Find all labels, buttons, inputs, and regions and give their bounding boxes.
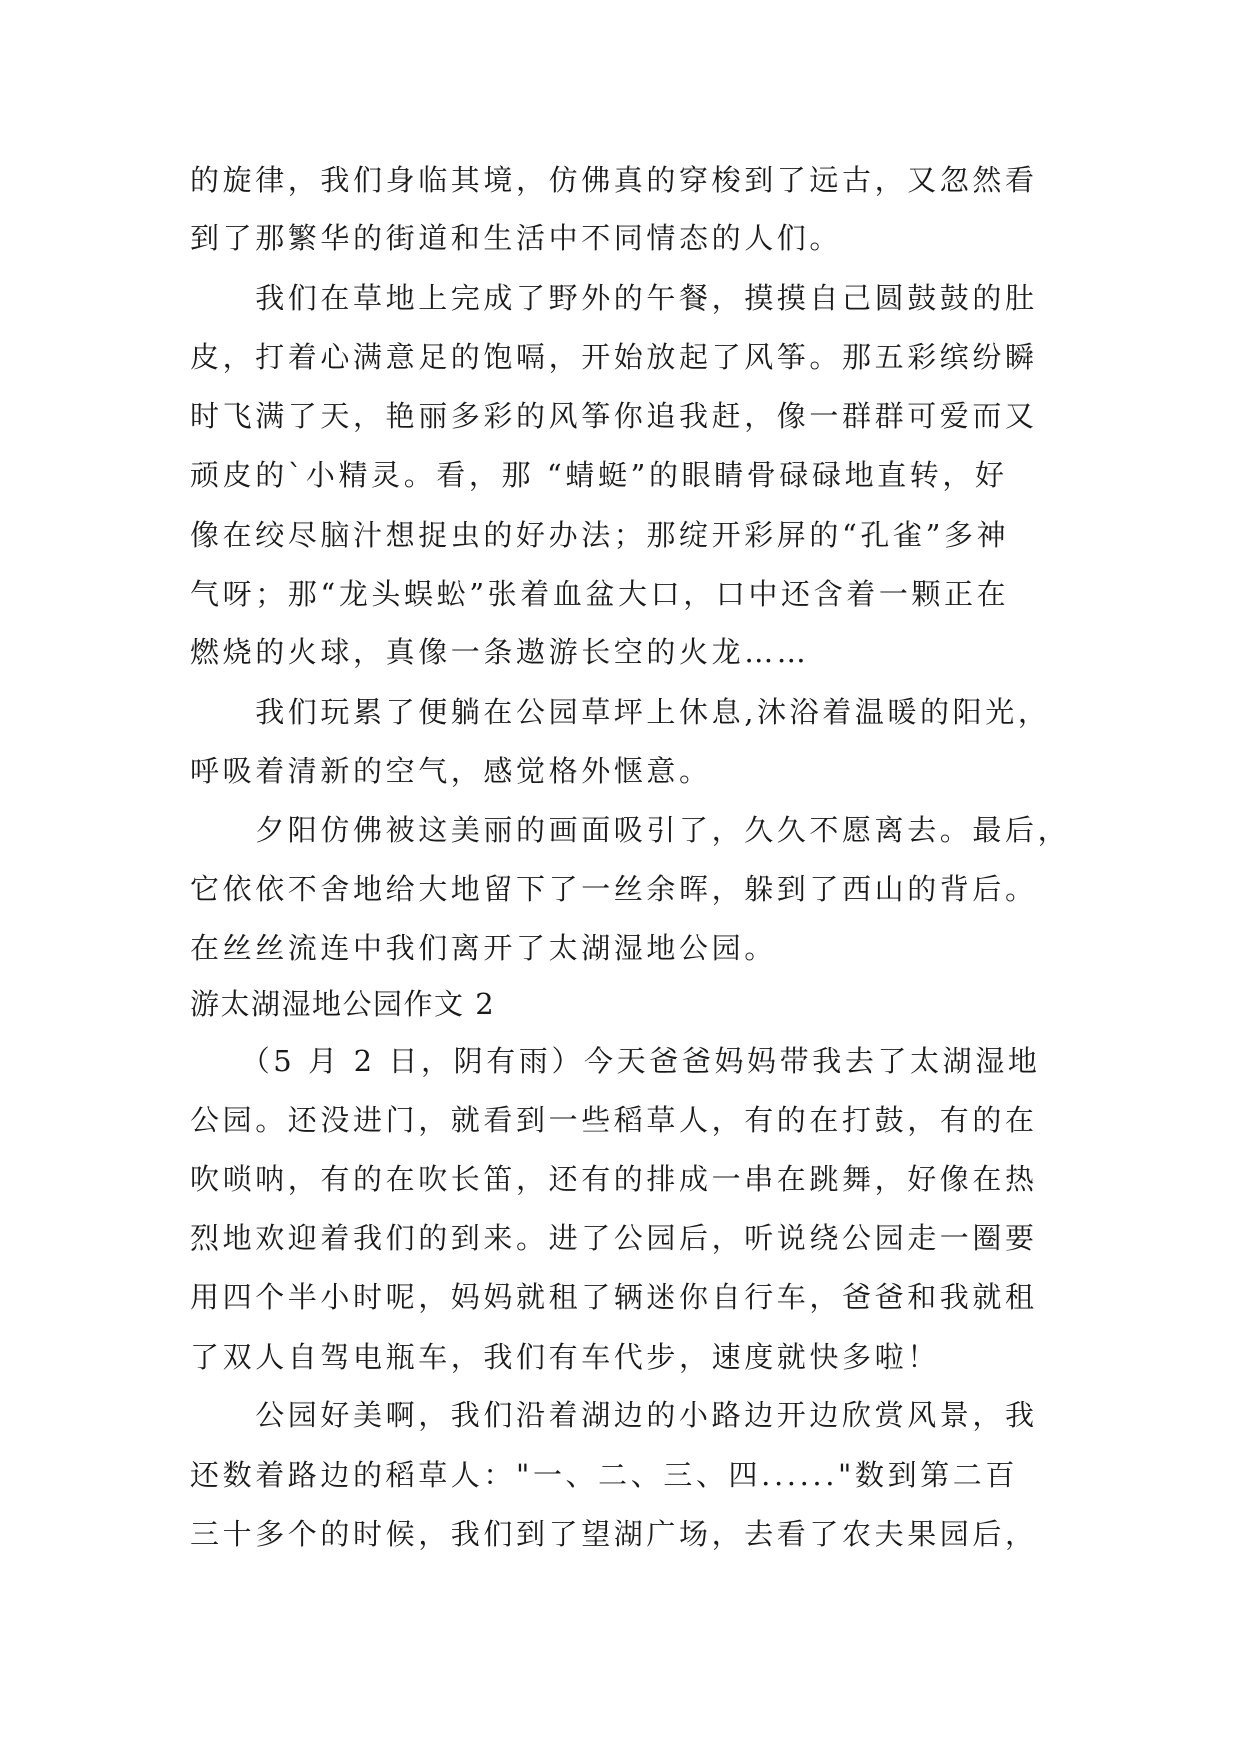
text-line: 的旋律，我们身临其境，仿佛真的穿梭到了远古，又忽然看: [190, 163, 1038, 197]
text-line: 我们在草地上完成了野外的午餐，摸摸自己圆鼓鼓的肚: [190, 281, 1038, 315]
text-line: 像在绞尽脑汁想捉虫的好办法；那绽开彩屏的“孔雀”多神: [190, 518, 1010, 552]
text-line: （5 月 2 日，阴有雨）今天爸爸妈妈带我去了太湖湿地: [190, 1044, 1041, 1078]
text-line: 公园。还没进门，就看到一些稻草人，有的在打鼓，有的在: [190, 1103, 1038, 1137]
text-line: 还数着路边的稻草人："一、二、三、四......"数到第二百: [190, 1458, 1018, 1492]
text-line: 吹唢呐，有的在吹长笛，还有的排成一串在跳舞，好像在热: [190, 1162, 1038, 1196]
text-line: 三十多个的时候，我们到了望湖广场，去看了农夫果园后，: [190, 1517, 1038, 1551]
text-line: 顽皮的`小精灵。看，那 “蜻蜓”的眼睛骨碌碌地直转，好: [190, 458, 1008, 492]
text-line: 了双人自驾电瓶车，我们有车代步，速度就快多啦！: [190, 1340, 940, 1374]
section-heading: 游太湖湿地公园作文 2: [190, 987, 496, 1021]
text-line: 在丝丝流连中我们离开了太湖湿地公园。: [190, 931, 777, 965]
text-line: 燃烧的火球，真像一条遨游长空的火龙……: [190, 635, 810, 669]
text-line: 呼吸着清新的空气，感觉格外惬意。: [190, 754, 712, 788]
text-line: 到了那繁华的街道和生活中不同情态的人们。: [190, 221, 843, 255]
text-line: 用四个半小时呢，妈妈就租了辆迷你自行车，爸爸和我就租: [190, 1280, 1038, 1314]
text-line: 它依依不舍地给大地留下了一丝余晖，躲到了西山的背后。: [190, 872, 1038, 906]
text-line: 气呀；那“龙头蜈蚣”张着血盆大口，口中还含着一颗正在: [190, 577, 1010, 611]
text-line: 公园好美啊，我们沿着湖边的小路边开边欣赏风景，我: [190, 1398, 1038, 1432]
text-line: 皮，打着心满意足的饱嗝，开始放起了风筝。那五彩缤纷瞬: [190, 340, 1038, 374]
text-line: 时飞满了天，艳丽多彩的风筝你追我赶，像一群群可爱而又: [190, 399, 1038, 433]
text-line: 夕阳仿佛被这美丽的画面吸引了，久久不愿离去。最后，: [190, 813, 1071, 847]
text-line: 我们玩累了便躺在公园草坪上休息,沐浴着温暖的阳光，: [190, 695, 1051, 729]
text-line: 烈地欢迎着我们的到来。进了公园后，听说绕公园走一圈要: [190, 1221, 1038, 1255]
